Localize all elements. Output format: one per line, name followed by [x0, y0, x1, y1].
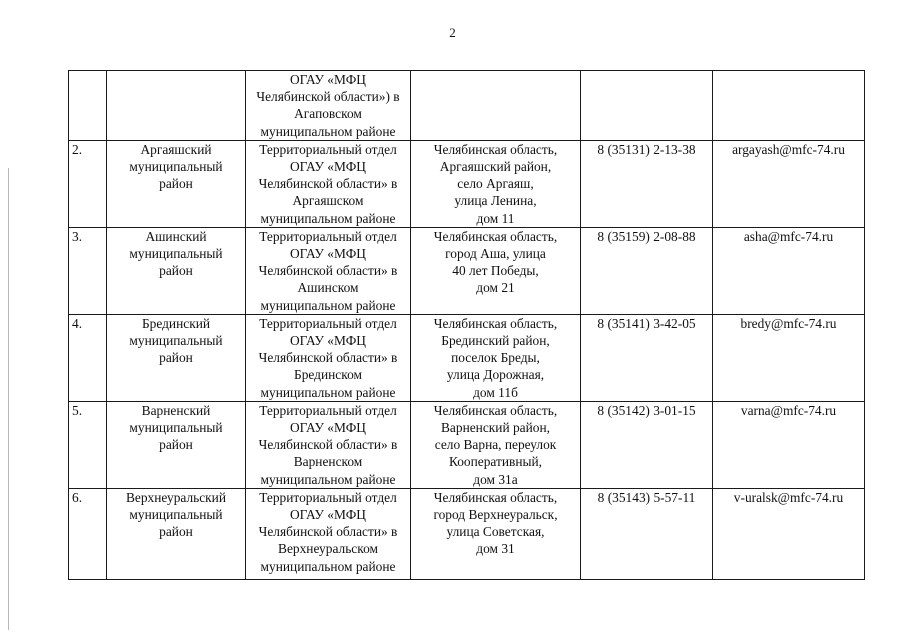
row-number-cell-text: 5.	[72, 402, 83, 418]
email-cell-text: argayash@mfc-74.ru	[732, 141, 845, 157]
district-cell-line: район	[159, 437, 193, 453]
address-cell-line: Челябинская область,	[433, 228, 558, 244]
office-cell-line: муниципальном районе	[260, 297, 396, 313]
phone-cell-text: 8 (35142) 3-01-15	[597, 402, 696, 418]
phone-cell-text: 8 (35143) 5-57-11	[597, 489, 696, 505]
office-cell	[246, 140, 411, 227]
office-cell-line: Агаповском	[294, 106, 362, 122]
address-cell-line: Брединский район,	[441, 333, 550, 349]
row-number-cell	[69, 140, 107, 227]
office-cell-line: Верхнеуральском	[278, 541, 378, 557]
district-cell	[107, 227, 246, 314]
district-cell	[107, 71, 246, 141]
email-cell	[713, 71, 865, 141]
address-cell-line: улица Советская,	[446, 524, 545, 540]
address-cell-line: дом 21	[476, 280, 515, 296]
district-cell-line: муниципальный	[129, 246, 223, 262]
address-cell	[411, 227, 581, 314]
address-cell-line: Кооперативный,	[448, 454, 543, 470]
email-cell-text: v-uralsk@mfc-74.ru	[733, 489, 844, 505]
district-cell-line: Аргаяшский	[140, 141, 212, 157]
row-number-cell-text: 2.	[72, 141, 83, 157]
office-cell	[246, 401, 411, 488]
address-cell	[411, 314, 581, 401]
email-cell-text: bredy@mfc-74.ru	[740, 315, 837, 331]
phone-cell	[581, 140, 713, 227]
address-cell-line: Челябинская область,	[433, 402, 558, 418]
table-row	[69, 140, 865, 227]
district-cell	[107, 401, 246, 488]
email-cell-text: varna@mfc-74.ru	[740, 402, 837, 418]
office-cell-line: ОГАУ «МФЦ	[290, 333, 366, 349]
address-cell-line: город Верхнеуральск,	[433, 507, 558, 523]
office-cell-line: ОГАУ «МФЦ	[290, 420, 366, 436]
district-cell-line: район	[159, 263, 193, 279]
address-cell-line: улица Ленина,	[454, 193, 537, 209]
address-cell-line: дом 11	[476, 210, 515, 226]
phone-cell	[581, 401, 713, 488]
page-number: 2	[449, 25, 456, 40]
office-cell-line: Территориальный отдел	[259, 402, 397, 418]
office-cell-line: ОГАУ «МФЦ	[290, 246, 366, 262]
row-number-cell-text: 4.	[72, 315, 83, 331]
mfc-offices-table	[68, 70, 865, 580]
address-cell-line: улица Дорожная,	[446, 367, 545, 383]
table-row	[69, 227, 865, 314]
office-cell-line: Территориальный отдел	[259, 228, 397, 244]
email-cell	[713, 488, 865, 579]
office-cell-line: Территориальный отдел	[259, 315, 397, 331]
office-cell-line: Челябинской области») в	[256, 89, 400, 105]
district-cell-line: муниципальный	[129, 420, 223, 436]
office-cell-line: Челябинской области» в	[258, 437, 398, 453]
district-cell-line: муниципальный	[129, 333, 223, 349]
district-cell	[107, 488, 246, 579]
phone-cell-text: 8 (35159) 2-08-88	[597, 228, 696, 244]
district-cell-line: район	[159, 176, 193, 192]
district-cell	[107, 140, 246, 227]
office-cell-line: муниципальном районе	[260, 471, 396, 487]
office-cell-line: муниципальном районе	[260, 123, 396, 139]
row-number-cell	[69, 71, 107, 141]
phone-cell-text: 8 (35131) 2-13-38	[597, 141, 696, 157]
table-row	[69, 314, 865, 401]
address-cell-line: город Аша, улица	[445, 246, 546, 262]
office-cell-line: Челябинской области» в	[258, 350, 398, 366]
phone-cell	[581, 227, 713, 314]
address-cell-line: Аргаяшский район,	[439, 159, 552, 175]
address-cell	[411, 71, 581, 141]
office-cell-line: Челябинской области» в	[258, 176, 398, 192]
office-cell-line: Варненском	[293, 454, 363, 470]
address-cell	[411, 401, 581, 488]
district-cell-line: Брединский	[141, 315, 211, 331]
office-cell-line: муниципальном районе	[260, 558, 396, 574]
district-cell-line: Верхнеуральский	[125, 489, 227, 505]
scan-margin-line	[8, 168, 9, 630]
address-cell-line: Челябинская область,	[433, 315, 558, 331]
district-cell-line: муниципальный	[129, 159, 223, 175]
phone-cell	[581, 71, 713, 141]
address-cell-line: поселок Бреды,	[451, 350, 540, 366]
row-number-cell	[69, 227, 107, 314]
phone-cell	[581, 314, 713, 401]
address-cell-line: село Варна, переулок	[434, 437, 557, 453]
table-row	[69, 488, 865, 579]
office-cell	[246, 227, 411, 314]
address-cell-line: Челябинская область,	[433, 489, 558, 505]
table-row	[69, 71, 865, 141]
district-cell	[107, 314, 246, 401]
row-number-cell	[69, 488, 107, 579]
table-body	[69, 71, 865, 580]
office-cell	[246, 314, 411, 401]
address-cell-line: 40 лет Победы,	[452, 263, 539, 279]
office-cell-line: Территориальный отдел	[259, 141, 397, 157]
phone-cell	[581, 488, 713, 579]
office-cell-line: Брединском	[294, 367, 362, 383]
office-cell-line: муниципальном районе	[260, 384, 396, 400]
office-cell-line: Аргаяшском	[292, 193, 364, 209]
district-cell-line: муниципальный	[129, 507, 223, 523]
email-cell	[713, 227, 865, 314]
district-cell-line: Ашинский	[145, 228, 207, 244]
address-cell-line: село Аргаяш,	[457, 176, 534, 192]
district-cell-line: Варненский	[141, 402, 211, 418]
address-cell-line: Варненский район,	[441, 420, 550, 436]
table-row	[69, 401, 865, 488]
address-cell-line: дом 31	[476, 541, 515, 557]
email-cell-text: asha@mfc-74.ru	[743, 228, 834, 244]
email-cell	[713, 401, 865, 488]
office-cell-line: муниципальном районе	[260, 210, 396, 226]
address-cell-line: дом 11б	[473, 384, 518, 400]
email-cell	[713, 140, 865, 227]
office-cell-line: ОГАУ «МФЦ	[290, 72, 366, 87]
row-number-cell-text: 3.	[72, 228, 83, 244]
office-cell-line: Челябинской области» в	[258, 524, 398, 540]
office-cell	[246, 71, 411, 141]
row-number-cell	[69, 314, 107, 401]
office-cell-line: ОГАУ «МФЦ	[290, 507, 366, 523]
address-cell-line: дом 31а	[473, 471, 518, 487]
district-cell-line: район	[159, 524, 193, 540]
office-cell	[246, 488, 411, 579]
row-number-cell-text: 6.	[72, 489, 83, 505]
office-cell-line: Челябинской области» в	[258, 263, 398, 279]
address-cell-line: Челябинская область,	[433, 141, 558, 157]
address-cell	[411, 488, 581, 579]
district-cell-line: район	[159, 350, 193, 366]
office-cell-line: Ашинском	[297, 280, 359, 296]
address-cell	[411, 140, 581, 227]
phone-cell-text: 8 (35141) 3-42-05	[597, 315, 696, 331]
email-cell	[713, 314, 865, 401]
office-cell-line: ОГАУ «МФЦ	[290, 159, 366, 175]
office-cell-line: Территориальный отдел	[259, 489, 397, 505]
row-number-cell	[69, 401, 107, 488]
